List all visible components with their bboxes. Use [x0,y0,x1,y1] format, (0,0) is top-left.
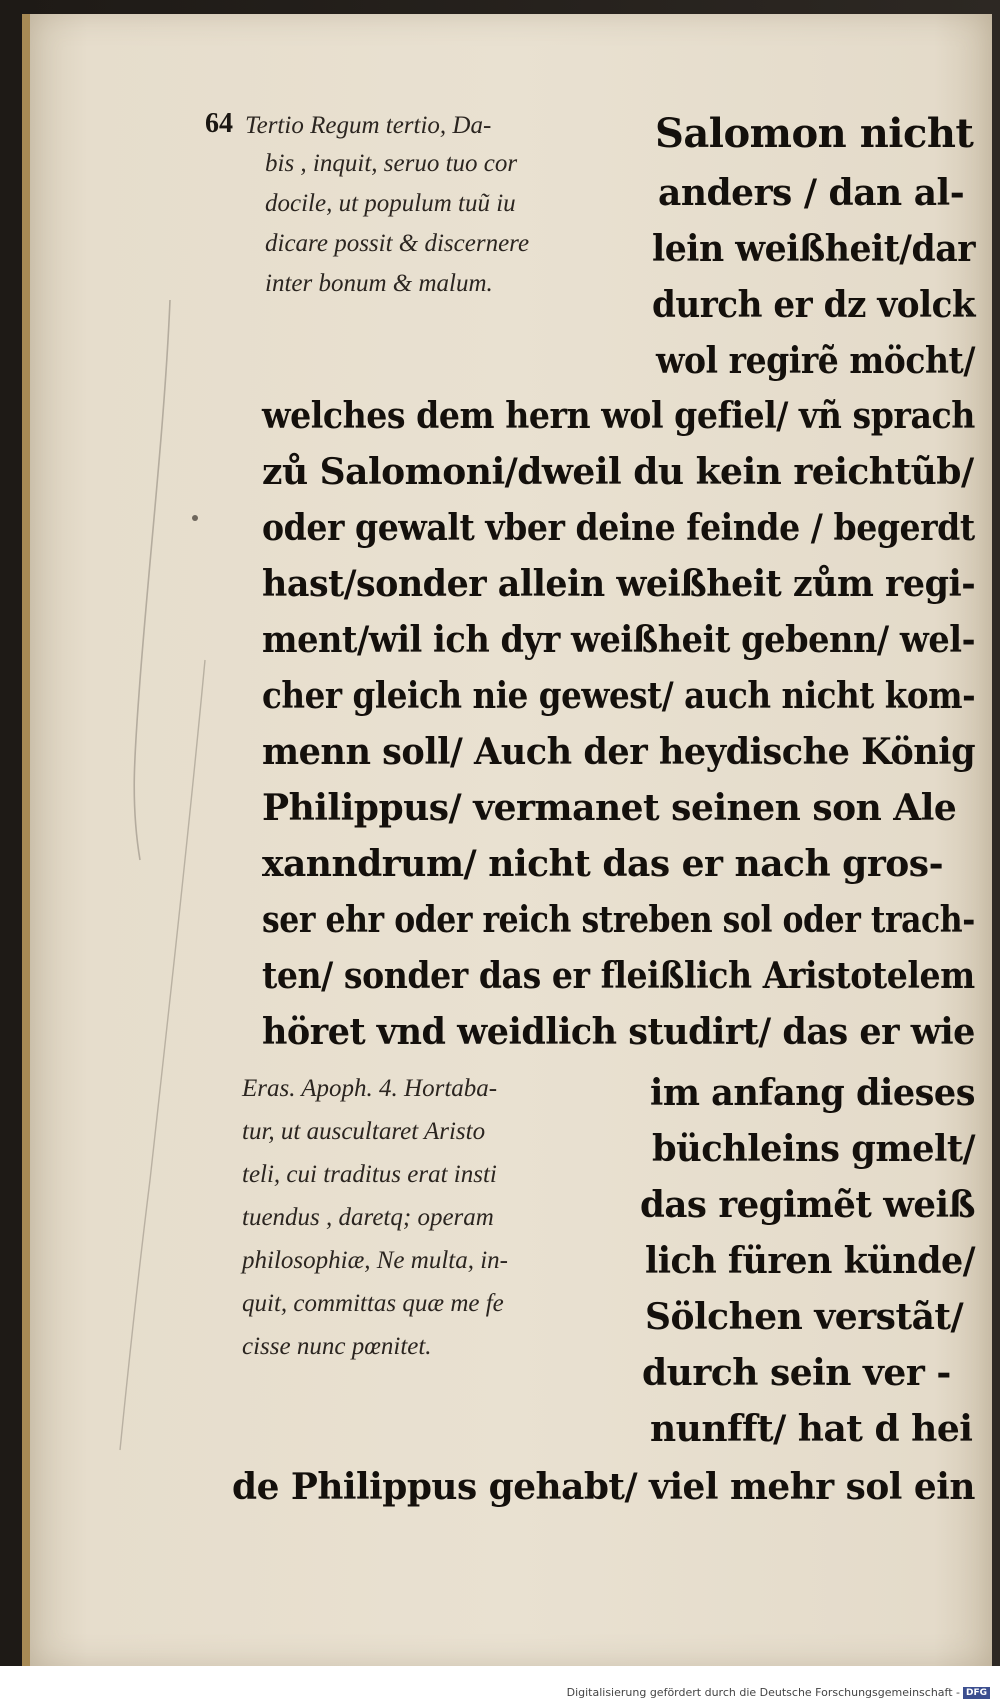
main-text-line: ten/ sonder das er fleißlich Aristotelem [262,955,975,997]
main-text-line: im anfang dieses [650,1072,976,1114]
main-text-line: ser ehr oder reich streben sol oder trach- [262,899,975,941]
margin-note-line: tuendus , daretq; operam [242,1204,494,1231]
main-text-line: lein weißheit/dar [652,228,975,270]
main-text-line: anders / dan al- [658,172,965,214]
main-text-line: hast/sonder allein weißheit zům regi- [262,563,976,605]
margin-note-line: bis , inquit, seruo tuo cor [265,150,518,177]
main-text-line: ment/wil ich dyr weißheit gebenn/ wel- [262,619,976,661]
main-text-line: wol regirẽ möcht/ [656,340,975,382]
main-text-line: durch er dz volck [652,284,976,326]
main-text-line: nunfft/ hat d hei [650,1408,973,1450]
margin-note-line: cisse nunc pœnitet. [242,1333,432,1360]
margin-note-line: inter bonum & malum. [265,270,493,297]
margin-note-line: teli, cui traditus erat insti [242,1161,497,1188]
margin-note-line: tur, ut auscultaret Aristo [242,1118,486,1145]
main-text-line: höret vnd weidlich studirt/ das er wie [262,1011,975,1053]
main-text-line: menn soll/ Auch der heydische König [262,731,976,773]
margin-note-line: docile, ut populum tuũ iu [265,190,516,217]
margin-pencil-mark [110,300,230,1500]
main-text-line: das regimẽt weiß [640,1184,976,1226]
main-text-line: zů Salomoni/dweil du kein reichtũb/ [262,451,974,493]
margin-note-line: quit, committas quæ me fe [242,1290,504,1317]
dfg-logo: DFG [963,1687,990,1699]
main-text-last-line: de Philippus gehabt/ viel mehr sol ein [232,1466,975,1508]
main-text-line: welches dem hern wol gefiel/ vñ sprach [262,395,975,437]
credit-text: Digitalisierung gefördert durch die Deutsche Forschungsgemeinschaft - [566,1686,960,1699]
main-text-line: Philippus/ vermanet seinen son Ale [262,787,957,829]
main-text-line: Sölchen verstãt/ [645,1296,964,1338]
margin-note-line: Tertio Regum tertio, Da- [245,112,492,139]
margin-note-line: dicare possit & discernere [265,230,530,257]
main-text-line: durch sein ver - [642,1352,951,1394]
main-text-line: Salomon nicht [655,110,974,157]
margin-note-line: philosophiæ, Ne multa, in- [242,1247,508,1274]
main-text-line: cher gleich nie gewest/ auch nicht kom- [262,675,976,717]
digitization-credit [567,1686,990,1699]
margin-note-line: Eras. Apoph. 4. Hortaba- [242,1075,498,1102]
page-number: 64 [205,108,233,139]
main-text-line: lich füren künde/ [645,1240,976,1282]
main-text-line: xanndrum/ nicht das er nach gros- [262,843,944,885]
main-text-line: oder gewalt vber deine feinde / begerdt [262,507,975,549]
main-text-line: büchleins gmelt/ [652,1128,976,1170]
